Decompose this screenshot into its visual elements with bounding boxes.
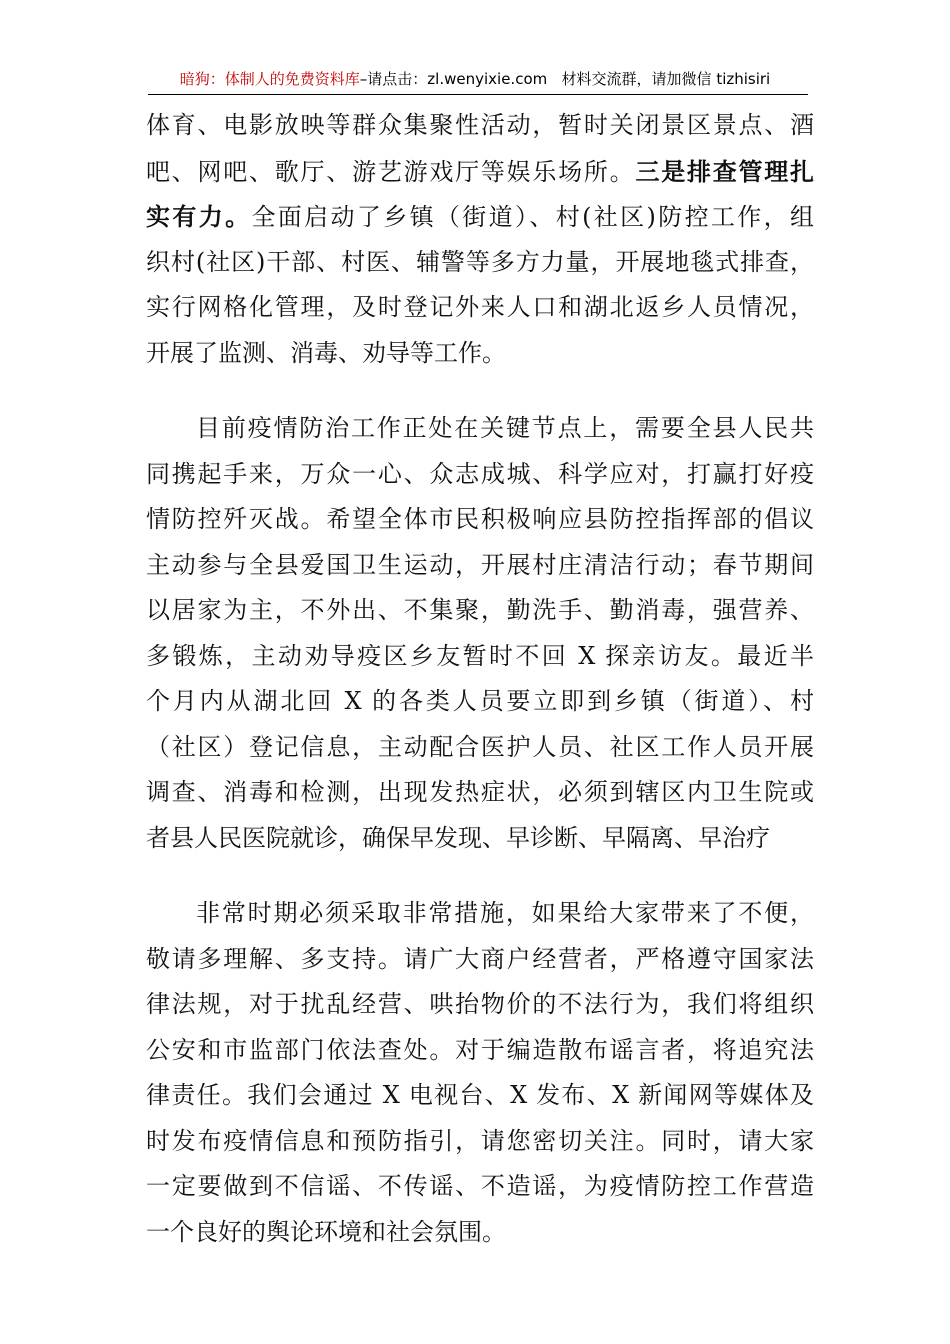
paragraph-line: 时发布疫情信息和预防指引，请您密切关注。同时，请大家 bbox=[146, 1126, 814, 1155]
paragraph-line: 目前疫情防治工作正处在关键节点上，需要全县人民共 bbox=[196, 414, 814, 442]
click-prompt: –请点击： bbox=[359, 70, 428, 88]
line-text: 吧、网吧、歌厅、游艺游戏厅等娱乐场所。 bbox=[146, 157, 636, 186]
bold-heading-text: 三是排查管理扎 bbox=[635, 156, 815, 186]
paragraph-3 bbox=[146, 891, 814, 1255]
paragraph-line: 敬请多理解、多支持。请广大商户经营者，严格遵守国家法 bbox=[146, 944, 814, 973]
paragraph-line: 以居家为主，不外出、不集聚，勤洗手、勤消毒，强营养、 bbox=[146, 596, 814, 624]
paragraph-spacer bbox=[146, 861, 814, 891]
paragraph-line: 律责任。我们会通过 X 电视台、X 发布、X 新闻网等媒体及 bbox=[146, 1081, 814, 1109]
paragraph-line: 多锻炼，主动劝导疫区乡友暂时不回 X 探亲访友。最近半 bbox=[146, 641, 814, 670]
site-name: 暗狗：体制人的免费资料库 bbox=[179, 70, 360, 88]
document-body bbox=[146, 103, 814, 1255]
paragraph-line: 律法规，对于扰乱经营、哄抬物价的不法行为，我们将组织 bbox=[146, 990, 814, 1018]
paragraph-2 bbox=[146, 406, 814, 861]
header-divider bbox=[148, 94, 808, 95]
paragraph-line: 同携起手来，万众一心、众志成城、科学应对，打赢打好疫 bbox=[146, 459, 814, 488]
paragraph-line: 情防控歼灭战。希望全体市民积极响应县防控指挥部的倡议 bbox=[146, 505, 814, 533]
paragraph-line: （社区）登记信息，主动配合医护人员、社区工作人员开展 bbox=[146, 732, 814, 761]
paragraph-line bbox=[146, 194, 814, 240]
paragraph-line: 实行网格化管理，及时登记外来人口和湖北返乡人员情况， bbox=[146, 293, 814, 321]
bold-heading-text: 实有力。 bbox=[146, 202, 252, 231]
paragraph-line: 者县人民医院就诊，确保早发现、早诊断、早隔离、早治疗 bbox=[146, 823, 770, 852]
paragraph-line: 一个良好的舆论环境和社会氛围。 bbox=[146, 1217, 506, 1246]
paragraph-1 bbox=[146, 103, 814, 376]
paragraph-line: 开展了监测、消毒、劝导等工作。 bbox=[146, 338, 506, 367]
paragraph-spacer bbox=[146, 376, 814, 406]
paragraph-line: 公安和市监部门依法查处。对于编造散布谣言者，将追究法 bbox=[146, 1035, 814, 1064]
paragraph-line: 非常时期必须采取非常措施，如果给大家带来了不便， bbox=[196, 899, 814, 927]
paragraph-line bbox=[146, 149, 814, 195]
paragraph-line: 织村(社区)干部、村医、辅警等多方力量，开展地毯式排查， bbox=[146, 247, 814, 276]
paragraph-line: 主动参与全县爱国卫生运动，开展村庄清洁行动；春节期间 bbox=[146, 550, 814, 579]
paragraph-line: 体育、电影放映等群众集聚性活动，暂时关闭景区景点、酒 bbox=[146, 111, 814, 139]
paragraph-line: 调查、消毒和检测，出现发热症状，必须到辖区内卫生院或 bbox=[146, 778, 814, 806]
group-text: 材料交流群，请加微信 tizhisiri bbox=[561, 70, 771, 88]
paragraph-line: 一定要做到不信谣、不传谣、不造谣，为疫情防控工作营造 bbox=[146, 1172, 814, 1200]
header-url-link[interactable]: zl.wenyixie.com bbox=[427, 70, 548, 88]
line-text: 全面启动了乡镇（街道）、村(社区)防控工作，组 bbox=[251, 203, 815, 231]
paragraph-line: 个月内从湖北回 X 的各类人员要立即到乡镇（街道）、村 bbox=[146, 687, 814, 715]
page-header bbox=[0, 68, 950, 89]
